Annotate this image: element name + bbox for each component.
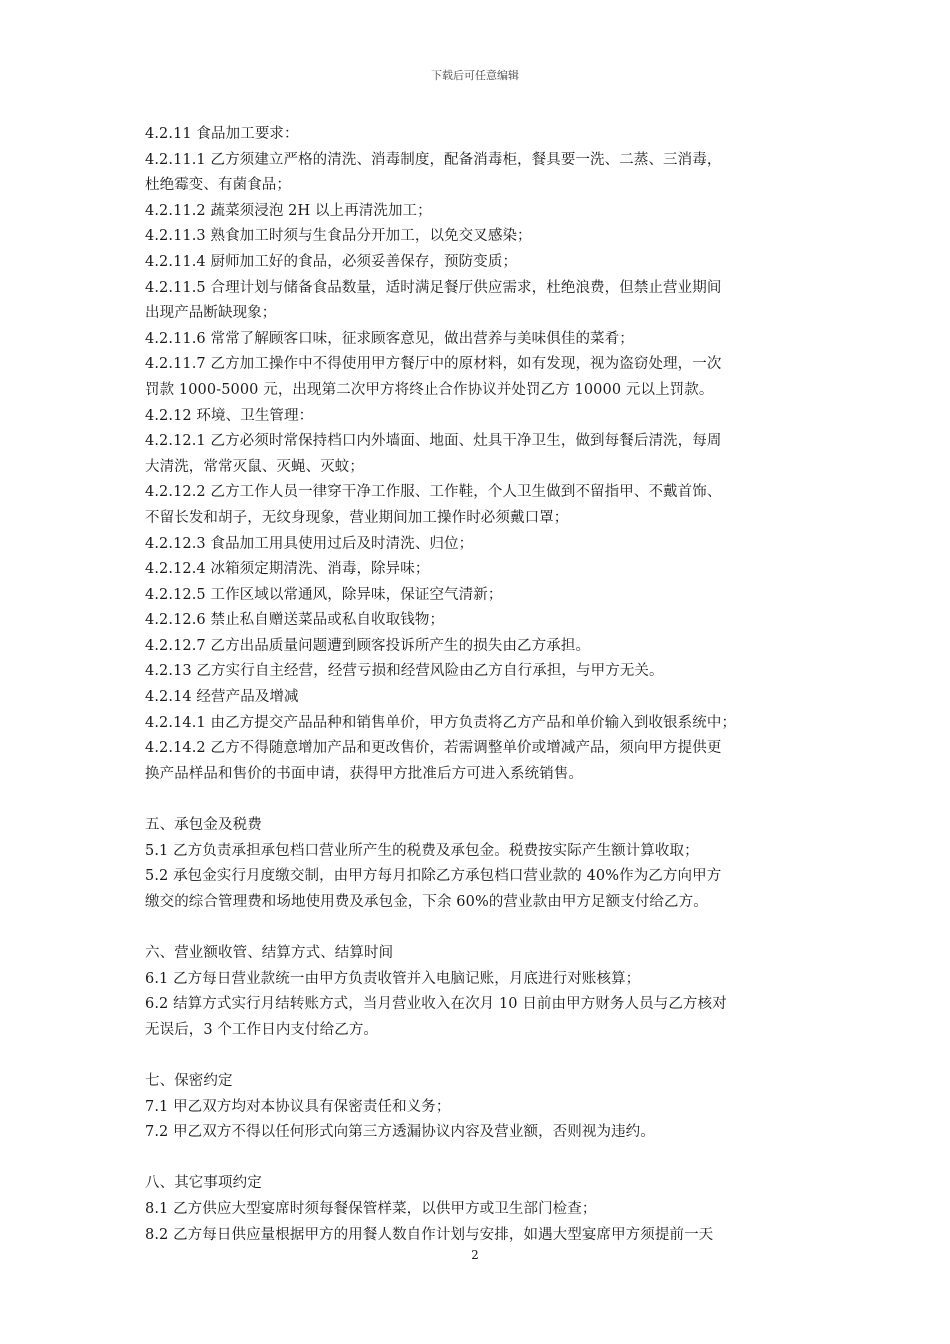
text-line: 8.2 乙方每日供应量根据甲方的用餐人数自作计划与安排，如遇大型宴席甲方须提前一天 bbox=[145, 1226, 714, 1243]
text-line: 杜绝霉变、有菌食品； bbox=[145, 177, 291, 194]
text-line: 六、营业额收管、结算方式、结算时间 bbox=[145, 945, 394, 961]
text-line: 4.2.11.1 乙方须建立严格的清洗、消毒制度，配备消毒柜，餐具要一洗、二蒸、三消毒， bbox=[145, 151, 722, 168]
text-line: 4.2.11.6 常常了解顾客口味，征求顾客意见，做出营养与美味俱佳的菜肴； bbox=[145, 330, 634, 347]
text-line: 4.2.12 环境、卫生管理： bbox=[145, 407, 314, 424]
text-line: 5.1 乙方负责承担承包档口营业所产生的税费及承包金。税费按实际产生额计算收取； bbox=[145, 842, 699, 859]
text-line: 4.2.12.7 乙方出品质量问题遭到顾客投诉所产生的损失由乙方承担。 bbox=[145, 637, 591, 654]
text-line: 罚款 1000-5000 元，出现第二次甲方将终止合作协议并处罚乙方 10000 元以上罚款。 bbox=[145, 381, 714, 398]
text-line: 出现产品断缺现象； bbox=[145, 305, 277, 322]
text-line: 4.2.14.2 乙方不得随意增加产品和更改售价，若需调整单价或增减产品，须向甲方提供更 bbox=[145, 740, 722, 757]
text-line: 4.2.11.4 厨师加工好的食品，必须妥善保存，预防变质； bbox=[145, 253, 518, 270]
text-line: 4.2.12.4 冰箱须定期清洗、消毒，除异味； bbox=[145, 561, 430, 578]
text-line: 4.2.12.1 乙方必须时常保持档口内外墙面、地面、灶具干净卫生，做到每餐后清洗，每周 bbox=[145, 433, 722, 450]
paragraph-gap bbox=[145, 915, 815, 941]
text-line: 4.2.11.3 熟食加工时须与生食品分开加工，以免交叉感染； bbox=[145, 228, 532, 245]
text-line: 4.2.13 乙方实行自主经营，经营亏损和经营风险由乙方自行承担，与甲方无关。 bbox=[145, 663, 664, 680]
text-line: 6.1 乙方每日营业款统一由甲方负责收管并入电脑记账，月底进行对账核算； bbox=[145, 970, 641, 987]
text-line: 6.2 结算方式实行月结转账方式，当月营业收入在次月 10 日前由甲方财务人员与乙方核对 bbox=[145, 996, 727, 1013]
text-line: 5.2 承包金实行月度缴交制，由甲方每月扣除乙方承包档口营业款的 40%作为乙方向甲方 bbox=[145, 868, 722, 885]
text-line: 4.2.11 食品加工要求： bbox=[145, 126, 299, 142]
text-line: 无误后，3 个工作日内支付给乙方。 bbox=[145, 1021, 379, 1038]
text-line: 大清洗，常常灭鼠、灭蝇、灭蚊； bbox=[145, 458, 364, 475]
text-line: 换产品样品和售价的书面申请，获得甲方批准后方可进入系统销售。 bbox=[145, 765, 583, 782]
paragraph-gap bbox=[145, 787, 815, 813]
text-line: 4.2.14 经营产品及增减 bbox=[145, 689, 299, 706]
page-number: 2 bbox=[471, 1248, 479, 1262]
paragraph-gap bbox=[145, 1146, 815, 1172]
document-body bbox=[145, 122, 815, 1248]
text-line: 八、其它事项约定 bbox=[145, 1175, 262, 1192]
text-line: 4.2.12.5 工作区域以常通风，除异味，保证空气清新； bbox=[145, 586, 503, 603]
text-line: 不留长发和胡子，无纹身现象，营业期间加工操作时必须戴口罩； bbox=[145, 509, 569, 526]
text-line: 4.2.12.3 食品加工用具使用过后及时清洗、归位； bbox=[145, 535, 474, 552]
text-line: 4.2.11.7 乙方加工操作中不得使用甲方餐厅中的原材料，如有发现，视为盗窃处理，一次 bbox=[145, 356, 722, 373]
text-line: 4.2.12.2 乙方工作人员一律穿干净工作服、工作鞋，个人卫生做到不留指甲、不戴首饰、 bbox=[145, 484, 722, 501]
text-line: 4.2.12.6 禁止私自赠送菜品或私自收取钱物； bbox=[145, 612, 445, 629]
text-line: 缴交的综合管理费和场地使用费及承包金，下余 60%的营业款由甲方足额支付给乙方。 bbox=[145, 893, 708, 910]
text-line: 4.2.14.1 由乙方提交产品品种和销售单价，甲方负责将乙方产品和单价输入到收银系统中； bbox=[145, 714, 737, 731]
paragraph-gap bbox=[145, 1043, 815, 1069]
text-line: 4.2.11.2 蔬菜须浸泡 2H 以上再清洗加工； bbox=[145, 202, 432, 219]
text-line: 4.2.11.5 合理计划与储备食品数量，适时满足餐厅供应需求，杜绝浪费，但禁止营业期间 bbox=[145, 279, 722, 296]
text-line: 七、保密约定 bbox=[145, 1072, 233, 1089]
text-line: 8.1 乙方供应大型宴席时须每餐保管样菜，以供甲方或卫生部门检查； bbox=[145, 1200, 597, 1217]
text-line: 7.1 甲乙双方均对本协议具有保密责任和义务； bbox=[145, 1098, 451, 1115]
text-line: 五、承包金及税费 bbox=[145, 817, 262, 834]
page-header: 下载后可任意编辑 bbox=[431, 69, 519, 82]
text-line: 7.2 甲乙双方不得以任何形式向第三方透漏协议内容及营业额，否则视为违约。 bbox=[145, 1124, 655, 1141]
